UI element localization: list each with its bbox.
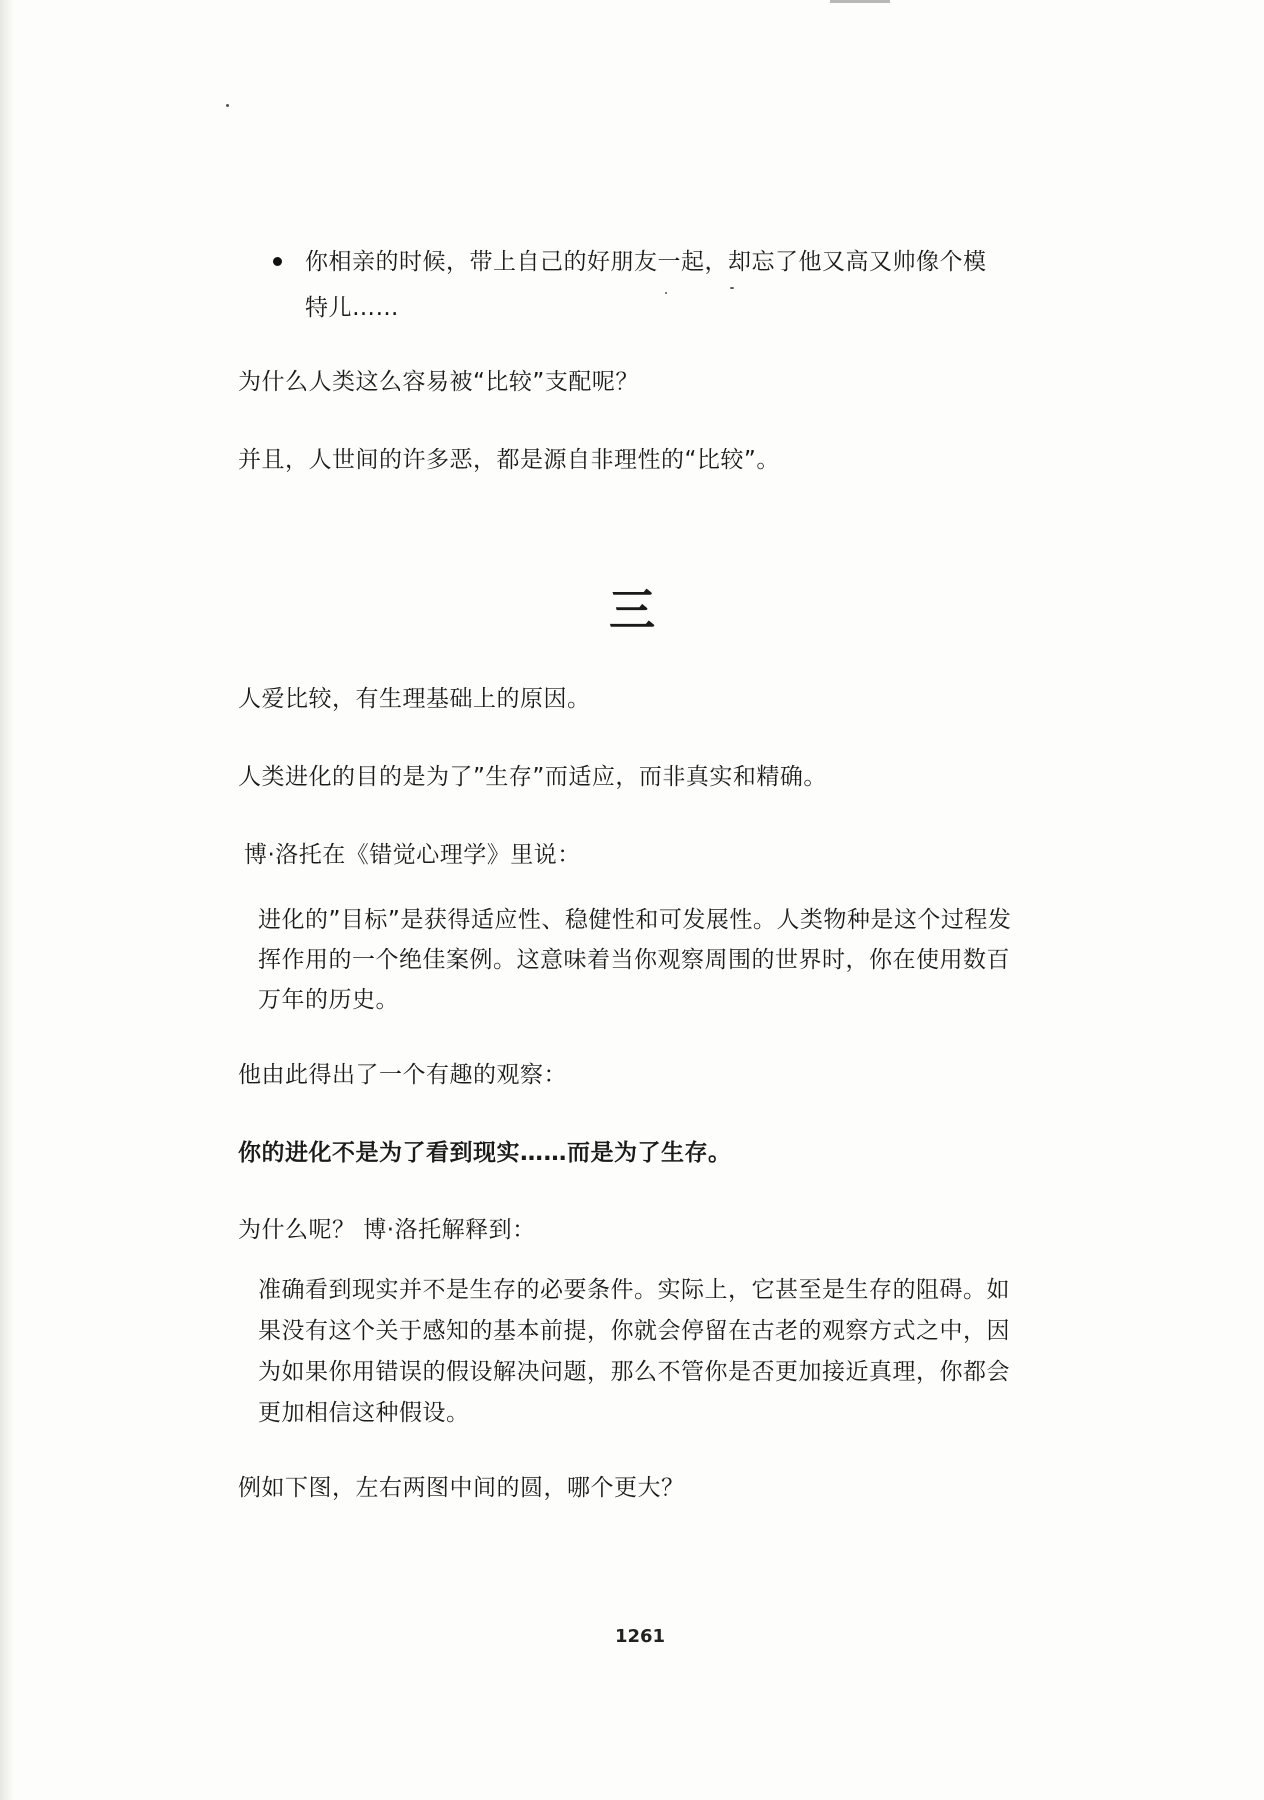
bullet-point bbox=[273, 257, 282, 266]
paragraph: 人爱比较，有生理基础上的原因。 bbox=[238, 686, 591, 712]
quote-line: 万年的历史。 bbox=[258, 987, 399, 1013]
scan-speck bbox=[665, 292, 667, 294]
quote-line: 为如果你用错误的假设解决问题，那么不管你是否更加接近真理，你都会 bbox=[258, 1359, 1010, 1385]
quote-line: 挥作用的一个绝佳案例。这意味着当你观察周围的世界时，你在使用数百 bbox=[258, 947, 1010, 973]
paragraph: 例如下图，左右两图中间的圆，哪个更大？ bbox=[238, 1475, 685, 1501]
quote-line: 更加相信这种假设。 bbox=[258, 1400, 470, 1426]
paragraph: 为什么呢？ 博·洛托解释到： bbox=[238, 1217, 536, 1243]
scan-speck bbox=[226, 104, 229, 107]
scan-speck bbox=[730, 287, 734, 289]
scan-top-mark bbox=[830, 0, 890, 3]
paragraph: 并且，人世间的许多恶，都是源自非理性的“比较”。 bbox=[238, 447, 780, 473]
quote-line: 进化的”目标”是获得适应性、稳健性和可发展性。人类物种是这个过程发 bbox=[258, 907, 1012, 933]
paragraph: 人类进化的目的是为了”生存”而适应，而非真实和精确。 bbox=[238, 764, 827, 790]
paragraph: 他由此得出了一个有趣的观察： bbox=[238, 1062, 567, 1088]
scan-edge-shading bbox=[0, 0, 14, 1800]
paragraph: 博·洛托在《错觉心理学》里说： bbox=[244, 842, 581, 868]
quote-line: 果没有这个关于感知的基本前提，你就会停留在古老的观察方式之中，因 bbox=[258, 1318, 1010, 1344]
bullet-text-line-1: 你相亲的时候，带上自己的好朋友一起，却忘了他又高又帅像个模 bbox=[305, 249, 987, 275]
quote-line: 准确看到现实并不是生存的必要条件。实际上，它甚至是生存的阻碍。如 bbox=[258, 1277, 1010, 1303]
emphasis-paragraph: 你的进化不是为了看到现实……而是为了生存。 bbox=[238, 1140, 732, 1166]
bullet-text-line-2: 特儿…… bbox=[305, 295, 399, 321]
page-number: 1261 bbox=[614, 1626, 666, 1647]
section-heading: 三 bbox=[609, 583, 655, 637]
paragraph: 为什么人类这么容易被“比较”支配呢？ bbox=[238, 369, 639, 395]
